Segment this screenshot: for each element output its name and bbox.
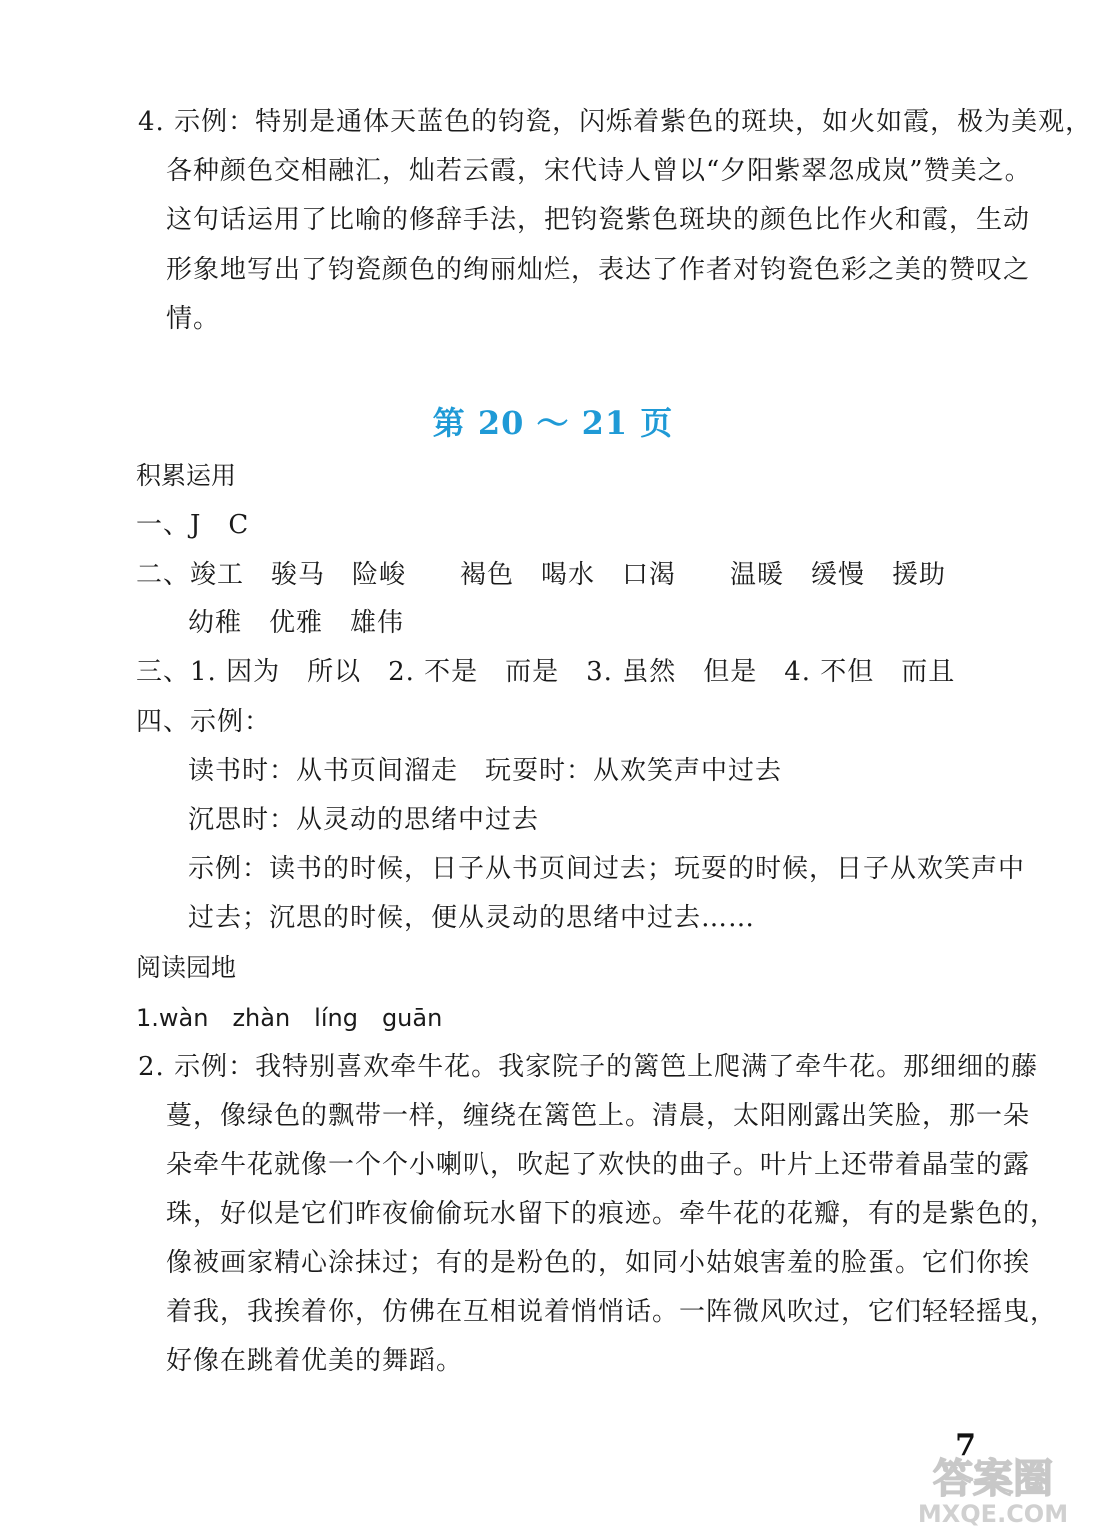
q4-line-3: 这句话运用了比喻的修辞手法，把钧瓷紫色斑块的颜色比作火和霞，生动 [166,205,1031,235]
answer-3: 三、1. 因为 所以 2. 不是 而是 3. 虽然 但是 4. 不但 而且 [136,657,956,687]
watermark-text-url: MXQE.COM [917,1500,1069,1528]
answer-2-line-1: 二、竣工 骏马 险峻 褐色 喝水 口渴 温暖 缓慢 援助 [136,560,947,590]
q4-line-1: 4. 示例：特别是通体天蓝色的钧瓷，闪烁着紫色的斑块，如火如霞，极为美观， [138,107,1093,137]
reading-answer-2-line-2: 蔓，像绿色的飘带一样，缠绕在篱笆上。清晨，太阳刚露出笑脸，那一朵 [166,1101,1031,1131]
answer-4-line-2: 沉思时：从灵动的思绪中过去 [188,805,540,835]
watermark-logo [898,1448,1088,1528]
reading-answer-2-line-6: 着我，我挨着你，仿佛在互相说着悄悄话。一阵微风吹过，它们轻轻摇曳， [166,1297,1058,1327]
q4-line-4: 形象地写出了钧瓷颜色的绚丽灿烂，表达了作者对钧瓷色彩之美的赞叹之 [166,255,1031,285]
reading-answer-1-pinyin: 1.wàn zhàn líng guān [136,1004,443,1032]
reading-answer-2-line-3: 朵牵牛花就像一个个小喇叭，吹起了欢快的曲子。叶片上还带着晶莹的露 [166,1150,1031,1180]
answer-4-line-4: 过去；沉思的时候，便从灵动的思绪中过去…… [188,903,756,933]
reading-answer-2-line-7: 好像在跳着优美的舞蹈。 [166,1346,464,1376]
section-title-reading: 阅读园地 [136,953,237,982]
reading-answer-2-line-1: 2. 示例：我特别喜欢牵牛花。我家院子的篱笆上爬满了牵牛花。那细细的藤 [138,1052,1039,1082]
page-range-heading: 第 20 ～ 21 页 [432,404,674,442]
answer-4-title: 四、示例： [136,707,272,737]
reading-answer-2-line-4: 珠，好似是它们昨夜偷偷玩水留下的痕迹。牵牛花的花瓣，有的是紫色的， [166,1199,1058,1229]
answer-4-line-3: 示例：读书的时候，日子从书页间过去；玩耍的时候，日子从欢笑声中 [188,854,1026,884]
section-title-accumulation: 积累运用 [136,461,237,490]
q4-line-2: 各种颜色交相融汇，灿若云霞，宋代诗人曾以“夕阳紫翠忽成岚”赞美之。 [166,156,1032,186]
answer-2-line-2: 幼稚 优雅 雄伟 [188,608,405,638]
answer-1: 一、J C [136,510,250,540]
page-number: 7 [955,1428,976,1463]
q4-line-5: 情。 [166,304,221,334]
watermark-text-cn: 答案圈 [933,1456,1053,1502]
answer-4-line-1: 读书时：从书页间溜走 玩耍时：从欢笑声中过去 [188,756,783,786]
reading-answer-2-line-5: 像被画家精心涂抹过；有的是粉色的，如同小姑娘害羞的脸蛋。它们你挨 [166,1248,1031,1278]
